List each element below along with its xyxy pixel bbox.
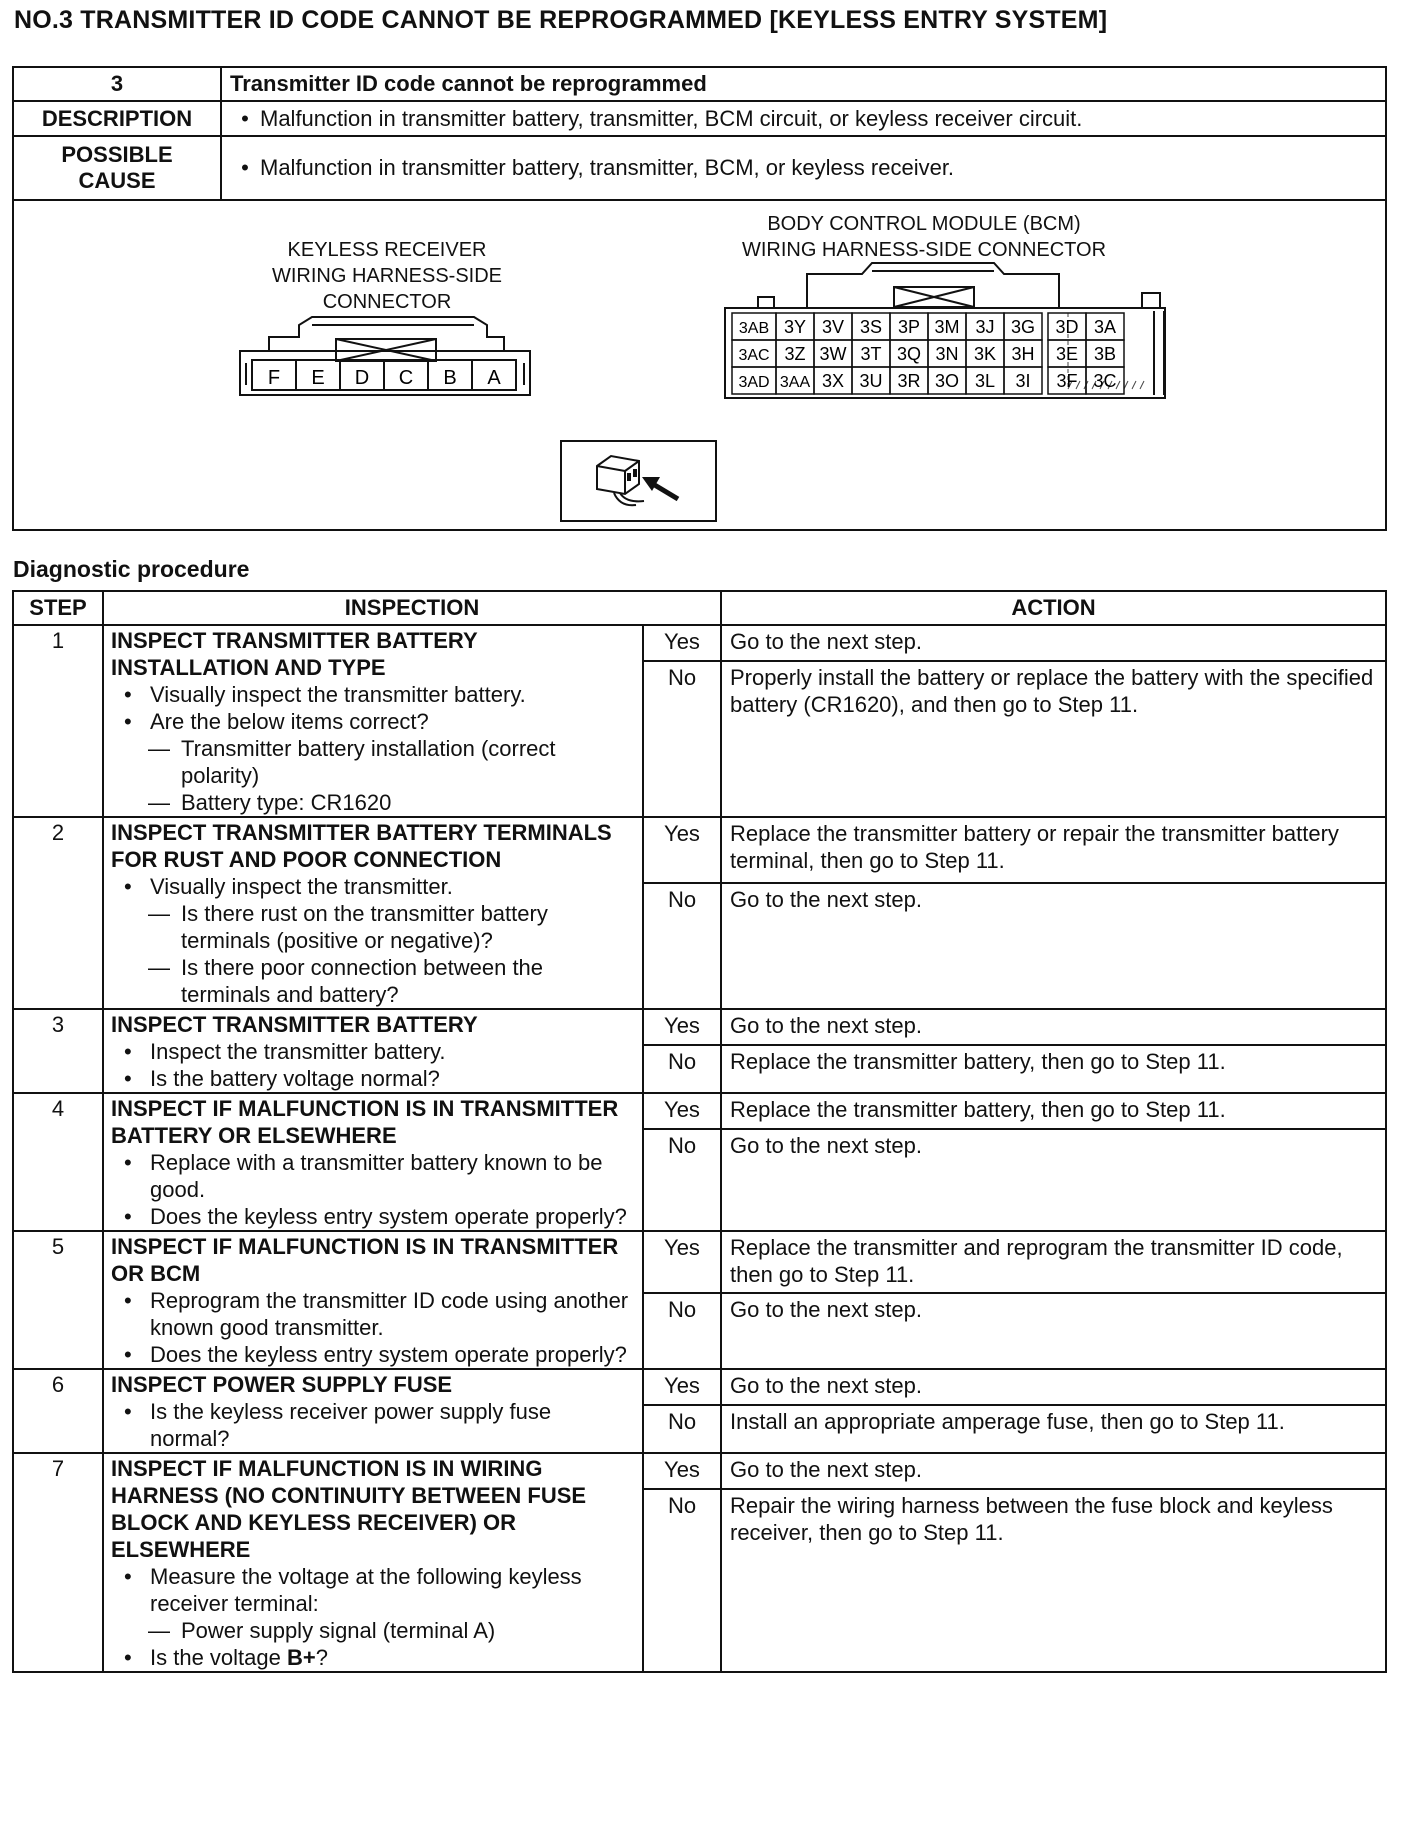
no-action: Install an appropriate amperage fuse, then go to Step 11. — [721, 1405, 1386, 1453]
voltage-value: B+ — [286, 1645, 316, 1670]
bcm-pin-label: 3E — [1055, 344, 1079, 364]
connector-figure — [12, 201, 1387, 531]
inspection-subitem: — Power supply signal (terminal A) — [148, 1618, 496, 1643]
inspection-title: INSPECT IF MALFUNCTION IS IN TRANSMITTER OR BCM — [111, 1234, 619, 1286]
bullet-text: Does the keyless entry system operate properly? — [150, 1342, 627, 1367]
bcm-pin-label: 3S — [859, 317, 883, 337]
bcm-caption-line: WIRING HARNESS-SIDE CONNECTOR — [741, 239, 1107, 261]
column-header-inspection: INSPECTION — [103, 591, 721, 625]
table-row — [13, 1369, 1386, 1405]
cause-label-line1: POSSIBLE — [61, 142, 173, 167]
description-text: Malfunction in transmitter battery, transmitter, BCM circuit, or keyless receiver circuit. — [260, 105, 1083, 131]
no-label: No — [643, 1045, 721, 1093]
cause-cell: • Malfunction in transmitter battery, transmitter, BCM, or keyless receiver. — [221, 136, 1386, 200]
subitem-text: Is there rust on the transmitter battery terminals (positive or negative)? — [181, 901, 548, 953]
bcm-pin-label: 3T — [860, 344, 882, 364]
step-number: 6 — [13, 1369, 103, 1453]
inspection-bullet: • Is the voltage B+? — [124, 1645, 328, 1670]
yes-label: Yes — [643, 1453, 721, 1489]
inspection-title: INSPECT TRANSMITTER BATTERY — [111, 1012, 478, 1037]
bcm-pin-label: 3B — [1093, 344, 1117, 364]
receiver-pin-label: E — [311, 367, 325, 389]
table-row — [13, 1093, 1386, 1129]
description-label: DESCRIPTION — [13, 101, 221, 136]
no-action: Go to the next step. — [721, 883, 1386, 1009]
bcm-pin-label: 3N — [935, 344, 959, 364]
bcm-pin-label: 3P — [897, 317, 921, 337]
bullet-text: Are the below items correct? — [150, 709, 429, 734]
inspection-subitem: — Transmitter battery installation (correct polarity) — [148, 736, 556, 788]
no-label: No — [643, 1293, 721, 1369]
bullet-text: Visually inspect the transmitter. — [150, 874, 453, 899]
yes-action: Replace the transmitter and reprogram the transmitter ID code, then go to Step 11. — [721, 1231, 1386, 1293]
inspection-title: INSPECT POWER SUPPLY FUSE — [111, 1372, 453, 1397]
bcm-pin-label: 3Q — [896, 344, 922, 364]
no-action: Go to the next step. — [721, 1293, 1386, 1369]
no-action: Properly install the battery or replace the battery with the specified battery (CR1620), and then go to Step 11. — [721, 661, 1386, 817]
receiver-pin-label: C — [398, 367, 414, 389]
step-number: 4 — [13, 1093, 103, 1231]
inspection-bullet: • Is the keyless receiver power supply fuse normal? — [124, 1399, 552, 1451]
inspection-bullet: • Measure the voltage at the following keyless receiver terminal: — [124, 1564, 582, 1616]
bcm-pin-grid — [732, 313, 1124, 394]
bullet-text: Measure the voltage at the following keyless receiver terminal: — [150, 1564, 582, 1616]
table-row — [13, 1453, 1386, 1489]
bullet-text-suffix: ? — [315, 1645, 328, 1670]
symptom-heading: Transmitter ID code cannot be reprogrammed — [221, 67, 1386, 101]
receiver-pin-label: D — [354, 367, 370, 389]
yes-action: Go to the next step. — [721, 625, 1386, 661]
yes-action: Go to the next step. — [721, 1453, 1386, 1489]
bcm-pin-label: 3R — [897, 371, 921, 391]
summary-table — [12, 66, 1387, 201]
bcm-pin-label: 3W — [819, 344, 847, 364]
step-number: 5 — [13, 1231, 103, 1369]
bcm-pin-label: 3O — [934, 371, 960, 391]
step-number: 2 — [13, 817, 103, 1009]
inspection-bullet: • Replace with a transmitter battery known to be good. — [124, 1150, 603, 1202]
bcm-pin-label: 3A — [1093, 317, 1117, 337]
no-action: Go to the next step. — [721, 1129, 1386, 1231]
inspection-cell — [103, 1093, 643, 1231]
procedure-heading: Diagnostic procedure — [13, 556, 250, 582]
receiver-pin-label: B — [443, 367, 457, 389]
column-header-step: STEP — [13, 591, 103, 625]
bullet-text: Is the voltage — [150, 1645, 287, 1670]
bcm-pin-label: 3Y — [783, 317, 807, 337]
bcm-pin-label: 3AD — [738, 374, 770, 391]
symptom-number: 3 — [13, 67, 221, 101]
bcm-pin-label: 3H — [1011, 344, 1035, 364]
bcm-pin-label: 3Z — [784, 344, 806, 364]
inspection-bullet: • Is the battery voltage normal? — [124, 1066, 440, 1091]
receiver-caption-line: CONNECTOR — [322, 291, 452, 313]
bullet-text: Is the battery voltage normal? — [150, 1066, 440, 1091]
bullet-text: Reprogram the transmitter ID code using another known good transmitter. — [150, 1288, 629, 1340]
bcm-pin-label: 3AB — [738, 320, 770, 337]
yes-label: Yes — [643, 625, 721, 661]
bcm-pin-label: 3C — [1093, 371, 1117, 391]
inspection-cell — [103, 1453, 643, 1672]
subitem-text: Battery type: CR1620 — [181, 790, 392, 815]
inspection-bullet: • Visually inspect the transmitter battery. — [124, 682, 526, 707]
bullet-text: Replace with a transmitter battery known to be good. — [150, 1150, 603, 1202]
cause-text: Malfunction in transmitter battery, transmitter, BCM, or keyless receiver. — [260, 155, 955, 180]
bcm-pin-label: 3G — [1010, 317, 1036, 337]
yes-label: Yes — [643, 1009, 721, 1045]
yes-action: Go to the next step. — [721, 1369, 1386, 1405]
no-action: Repair the wiring harness between the fuse block and keyless receiver, then go to Step 11. — [721, 1489, 1386, 1672]
bullet-text: Inspect the transmitter battery. — [150, 1039, 446, 1064]
description-cell: • Malfunction in transmitter battery, transmitter, BCM circuit, or keyless receiver circuit. — [221, 101, 1386, 136]
yes-label: Yes — [643, 1231, 721, 1293]
inspection-bullet: • Reprogram the transmitter ID code using another known good transmitter. — [124, 1288, 629, 1340]
bcm-pin-label: 3D — [1055, 317, 1079, 337]
bcm-pin-label: 3K — [973, 344, 997, 364]
inspection-cell — [103, 1231, 643, 1369]
table-row — [13, 1231, 1386, 1293]
inspection-title: INSPECT TRANSMITTER BATTERY TERMINALS FOR RUST AND POOR CONNECTION — [111, 820, 612, 872]
no-label: No — [643, 1129, 721, 1231]
receiver-pin-label: A — [487, 367, 501, 389]
yes-action: Go to the next step. — [721, 1009, 1386, 1045]
bullet-text: Is the keyless receiver power supply fuse normal? — [150, 1399, 552, 1451]
receiver-pin-label: F — [267, 367, 281, 389]
inspection-subitem: — Is there rust on the transmitter battery terminals (positive or negative)? — [148, 901, 548, 953]
cause-label — [13, 136, 221, 200]
subitem-text: Power supply signal (terminal A) — [181, 1618, 496, 1643]
table-row — [13, 817, 1386, 883]
bullet-text: Visually inspect the transmitter battery. — [150, 682, 526, 707]
cause-label-line2: CAUSE — [78, 168, 156, 193]
inspection-bullet: • Does the keyless entry system operate properly? — [124, 1204, 627, 1229]
inspection-subitem: — Is there poor connection between the terminals and battery? — [148, 955, 544, 1007]
no-label: No — [643, 661, 721, 817]
bcm-pin-label: 3L — [974, 371, 996, 391]
receiver-caption-line: KEYLESS RECEIVER — [287, 239, 487, 261]
no-label: No — [643, 1489, 721, 1672]
receiver-caption-line: WIRING HARNESS-SIDE — [271, 265, 503, 287]
bcm-pin-label: 3AC — [738, 347, 770, 364]
table-row — [13, 625, 1386, 661]
yes-action: Replace the transmitter battery or repair the transmitter battery terminal, then go to Step 11. — [721, 817, 1386, 883]
connector-view-icon — [561, 441, 716, 521]
connector-drawing — [14, 201, 1389, 531]
subitem-text: Is there poor connection between the terminals and battery? — [181, 955, 544, 1007]
step-number: 7 — [13, 1453, 103, 1672]
page-title: NO.3 TRANSMITTER ID CODE CANNOT BE REPROGRAMMED [KEYLESS ENTRY SYSTEM] — [14, 6, 1108, 34]
bcm-pin-label: 3U — [859, 371, 883, 391]
bcm-pin-label: 3F — [1056, 371, 1078, 391]
bcm-pin-label: 3V — [821, 317, 845, 337]
inspection-subitem: — Battery type: CR1620 — [148, 790, 392, 815]
inspection-cell — [103, 1369, 643, 1453]
inspection-cell — [103, 1009, 643, 1093]
subitem-text: Transmitter battery installation (correct polarity) — [181, 736, 556, 788]
bcm-pin-label: 3I — [1015, 371, 1031, 391]
inspection-bullet: • Visually inspect the transmitter. — [124, 874, 453, 899]
no-label: No — [643, 1405, 721, 1453]
no-action: Replace the transmitter battery, then go to Step 11. — [721, 1045, 1386, 1093]
yes-label: Yes — [643, 1369, 721, 1405]
yes-action: Replace the transmitter battery, then go to Step 11. — [721, 1093, 1386, 1129]
step-number: 3 — [13, 1009, 103, 1093]
yes-label: Yes — [643, 817, 721, 883]
diagnostic-procedure-table — [12, 590, 1387, 1673]
inspection-cell — [103, 625, 643, 817]
inspection-bullet: • Inspect the transmitter battery. — [124, 1039, 446, 1064]
inspection-cell — [103, 817, 643, 1009]
step-number: 1 — [13, 625, 103, 817]
bullet-text: Does the keyless entry system operate properly? — [150, 1204, 627, 1229]
inspection-title: INSPECT IF MALFUNCTION IS IN WIRING HARNESS (NO CONTINUITY BETWEEN FUSE BLOCK AND KEYLESS RECEIVER) OR ELSEWHERE — [111, 1456, 587, 1562]
inspection-title: INSPECT IF MALFUNCTION IS IN TRANSMITTER BATTERY OR ELSEWHERE — [111, 1096, 619, 1148]
inspection-title: INSPECT TRANSMITTER BATTERY INSTALLATION AND TYPE — [111, 628, 478, 680]
bcm-caption-line: BODY CONTROL MODULE (BCM) — [767, 213, 1081, 235]
no-label: No — [643, 883, 721, 1009]
inspection-bullet: • Does the keyless entry system operate properly? — [124, 1342, 627, 1367]
bcm-pin-label: 3AA — [779, 374, 811, 391]
yes-label: Yes — [643, 1093, 721, 1129]
inspection-bullet: • Are the below items correct? — [124, 709, 429, 734]
column-header-action: ACTION — [721, 591, 1386, 625]
bcm-pin-label: 3X — [821, 371, 845, 391]
bcm-pin-label: 3M — [934, 317, 960, 337]
table-row — [13, 1009, 1386, 1045]
bcm-pin-label: 3J — [975, 317, 995, 337]
receiver-pins — [268, 360, 501, 390]
